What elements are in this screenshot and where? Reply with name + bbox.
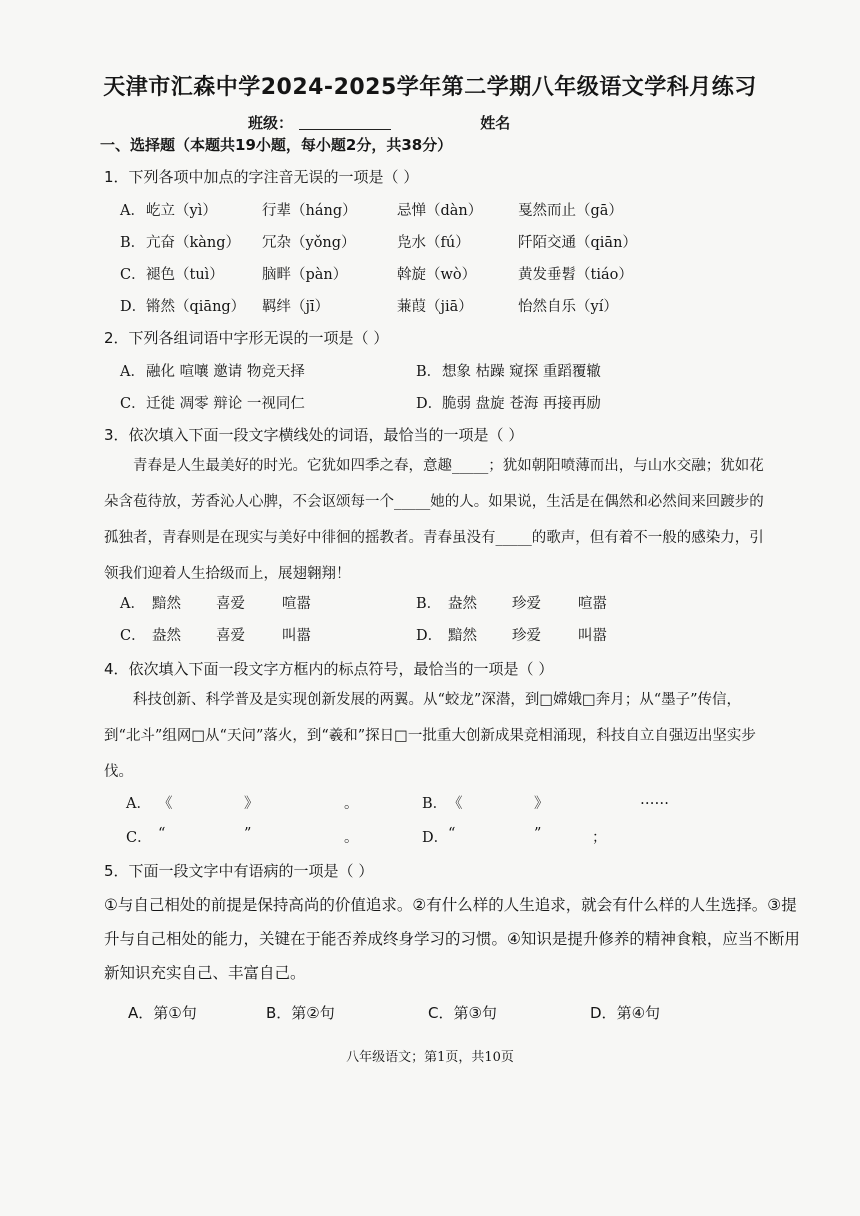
option-label: C．: [428, 1004, 454, 1022]
class-blank[interactable]: [299, 115, 391, 130]
option-item: 屹立（yì）: [146, 203, 217, 219]
q5-option-a[interactable]: [128, 1002, 197, 1023]
option-item: 脑畔（pàn）: [262, 267, 348, 283]
option-label: A．: [120, 596, 145, 612]
name-label: 姓名: [480, 114, 511, 132]
q5-option-c[interactable]: [428, 1002, 497, 1023]
option-mark: 《: [158, 796, 173, 812]
option-word: 珍爱: [512, 628, 541, 644]
option-text: 融化 喧嚷 邀请 物竞天择: [146, 364, 305, 380]
option-label: B．: [120, 235, 146, 251]
option-item: 褪色（tuì）: [146, 267, 224, 283]
option-label: C．: [120, 396, 146, 412]
option-mark: 》: [534, 796, 549, 812]
option-word: 喜爱: [216, 628, 245, 644]
option-text: 第③句: [453, 1004, 497, 1022]
option-mark: 》: [244, 796, 259, 812]
option-text: 迁徙 凋零 辩论 一视同仁: [146, 396, 305, 412]
q4-passage: 科技创新、科学普及是实现创新发展的两翼。从“蛟龙”深潜，到□嫦娥□奔月；从“墨子”传信，到“北斗”组网□从“天问”落火，到“羲和”探日□一批重大创新成果竞相涌现，科技自立自强迈出坚实步伐。: [104, 692, 756, 780]
option-word: 喧嚣: [578, 596, 607, 612]
q5-stem: 5．下面一段文字中有语病的一项是（ ）: [104, 862, 374, 880]
page-title: 天津市汇森中学2024-2025学年第二学期八年级语文学科月练习: [103, 75, 757, 100]
option-item: 亢奋（kàng）: [146, 235, 241, 251]
option-label: C．: [126, 830, 152, 846]
page-footer: 八年级语文；第1页，共10页: [346, 1050, 514, 1065]
option-label: D．: [416, 396, 443, 412]
option-word: 黯然: [152, 596, 181, 612]
option-mark: 。: [344, 830, 359, 846]
option-label: D．: [120, 299, 147, 315]
option-word: 叫嚣: [578, 628, 607, 644]
option-label: A．: [128, 1004, 154, 1022]
option-text: 第④句: [616, 1004, 661, 1022]
option-text: 第②句: [291, 1004, 335, 1022]
option-item: 忌惮（dàn）: [397, 203, 483, 219]
q3-stem: 3．依次填入下面一段文字横线处的词语，最恰当的一项是（ ）: [104, 426, 524, 444]
option-label: B．: [416, 596, 442, 612]
option-mark: “: [158, 826, 166, 842]
option-label: C．: [120, 628, 146, 644]
option-item: 冗杂（yǒng）: [262, 235, 356, 251]
option-label: C．: [120, 267, 146, 283]
option-item: 凫水（fú）: [397, 235, 470, 251]
option-item: 行辈（háng）: [262, 203, 357, 219]
option-label: A．: [126, 796, 151, 812]
class-label: 班级：: [248, 114, 294, 132]
option-text: 第①句: [153, 1004, 197, 1022]
q4-stem: 4．依次填入下面一段文字方框内的标点符号，最恰当的一项是（ ）: [104, 660, 554, 678]
q5-passage: ①与自己相处的前提是保持高尚的价值追求。②有什么样的人生追求，就会有什么样的人生选择。③提升与自己相处的能力，关键在于能否养成终身学习的习惯。④知识是提升修养的精神食粮，应当不断用新知识充实自己、丰富自己。: [104, 896, 800, 982]
option-word: 叫嚣: [282, 628, 311, 644]
option-label: D．: [590, 1004, 617, 1022]
option-item: 锵然（qiāng）: [146, 299, 246, 315]
option-mark: “: [448, 826, 456, 842]
option-label: A．: [120, 203, 145, 219]
option-word: 喧嚣: [282, 596, 311, 612]
section-heading: 一、选择题（本题共19小题，每小题2分，共38分）: [100, 136, 453, 154]
option-word: 盎然: [152, 628, 181, 644]
option-label: D．: [416, 628, 443, 644]
option-item: 黄发垂髫（tiáo）: [518, 267, 633, 283]
option-word: 珍爱: [512, 596, 541, 612]
q5-option-b[interactable]: [266, 1002, 335, 1023]
option-word: 喜爱: [216, 596, 245, 612]
option-item: 戛然而止（gā）: [518, 203, 623, 219]
option-mark: 。: [344, 796, 359, 812]
option-mark: ；: [592, 830, 607, 846]
option-label: B．: [266, 1004, 292, 1022]
q1-stem: 1．下列各项中加点的字注音无误的一项是（ ）: [104, 168, 419, 186]
option-item: 斡旋（wò）: [397, 267, 477, 283]
q3-passage: 青春是人生最美好的时光。它犹如四季之春，意趣_____；犹如朝阳喷薄而出，与山水交融；犹如花朵含苞待放，芳香沁人心脾，不会讴颂每一个_____她的人。如果说，生活是在偶然和必然间来回踱步的孤独者，青春则是在现实与美好中徘徊的摇教者。青春虽没有_____的歌声，但有着不一般的感染力，引领我们迎着人生拾级而上，展翅翱翔！: [104, 458, 764, 582]
option-mark: ”: [534, 826, 542, 842]
option-mark: ……: [640, 792, 669, 808]
option-item: 怡然自乐（yí）: [518, 299, 618, 315]
option-item: 阡陌交通（qiān）: [518, 235, 637, 251]
option-label: B．: [422, 796, 448, 812]
option-text: 想象 枯躁 窥探 重蹈覆辙: [442, 364, 601, 380]
option-label: A．: [120, 364, 145, 380]
option-mark: ”: [244, 826, 252, 842]
option-text: 脆弱 盘旋 苍海 再接再励: [442, 396, 601, 412]
q5-option-d[interactable]: [590, 1002, 660, 1023]
option-label: B．: [416, 364, 442, 380]
option-mark: 《: [448, 796, 463, 812]
option-word: 盎然: [448, 596, 477, 612]
option-item: 羁绊（jī）: [262, 299, 330, 315]
option-item: 蒹葭（jiā）: [397, 299, 473, 315]
option-label: D．: [422, 830, 449, 846]
q2-stem: 2．下列各组词语中字形无误的一项是（ ）: [104, 329, 389, 347]
option-word: 黯然: [448, 628, 477, 644]
student-info-line: [248, 112, 510, 133]
